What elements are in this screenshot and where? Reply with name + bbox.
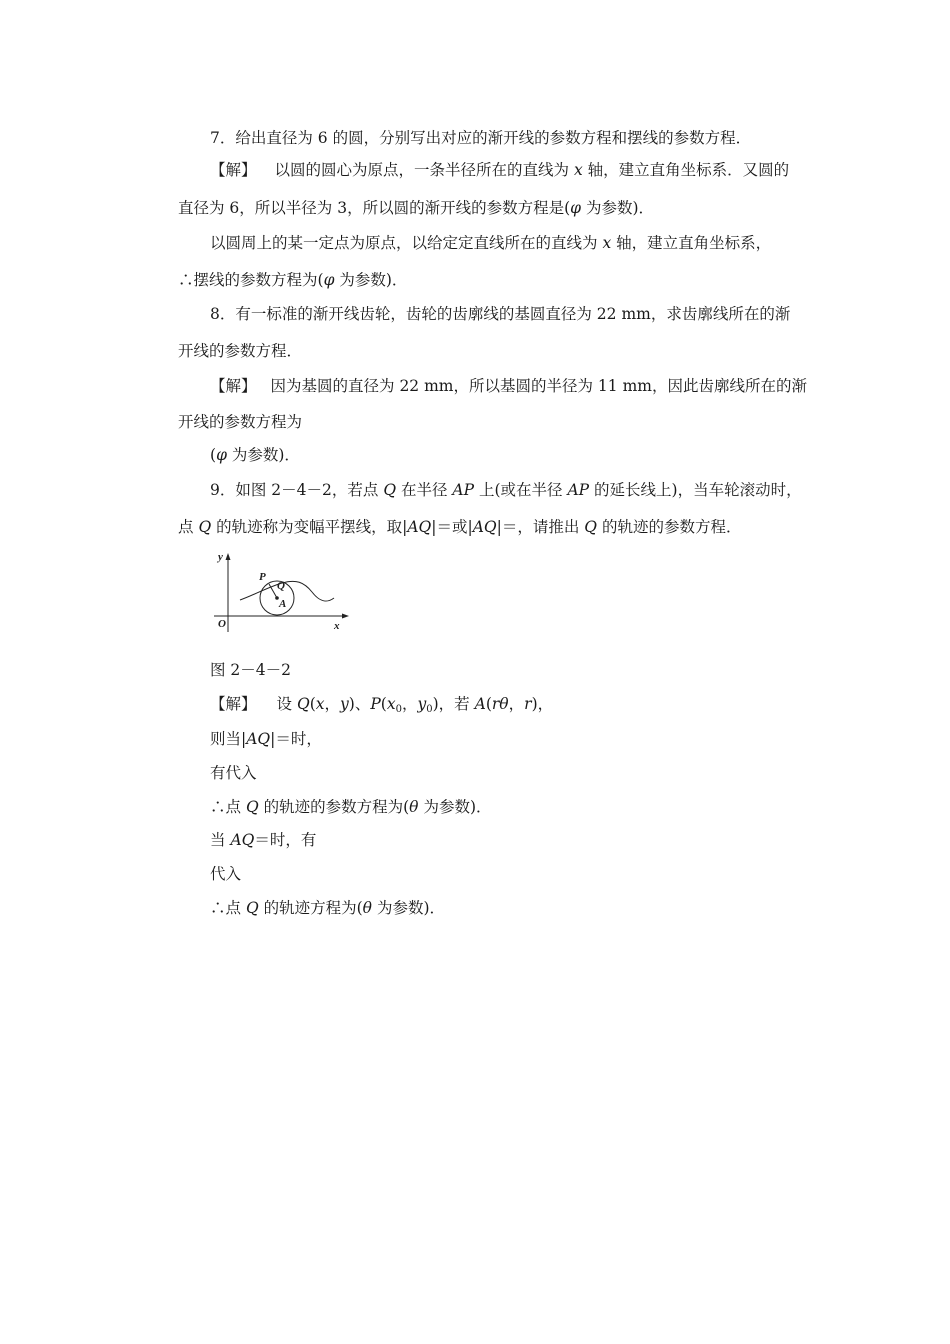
y-axis-arrow [226, 553, 231, 560]
x-axis-arrow [342, 614, 349, 619]
label-y: y [218, 551, 223, 563]
figure-2-4-2 [210, 548, 350, 634]
problem-9-solution-line-7: ∴点 Q 的轨迹方程为(θ 为参数)． [210, 899, 446, 917]
problem-9-solution-line-3: 有代入 [210, 764, 257, 782]
problem-9-solution-line-4: ∴点 Q 的轨迹的参数方程为(θ 为参数)． [210, 798, 492, 816]
problem-8-solution-line-2: 开线的参数方程为 [178, 413, 303, 431]
problem-8-solution-line-3: (φ 为参数)． [210, 446, 300, 464]
problem-7-solution-line-1: 【解】 以圆的圆心为原点，一条半径所在的直线为 x 轴，建立直角坐标系．又圆的 [210, 161, 790, 179]
problem-7-solution-line-2: 直径为 6，所以半径为 3，所以圆的渐开线的参数方程是(φ 为参数)． [178, 199, 654, 217]
solution-tag: 【解】 [210, 695, 257, 713]
problem-9-solution-line-5: 当 AQ＝时，有 [210, 831, 317, 849]
problem-7-solution-line-3: 以圆周上的某一定点为原点，以给定定直线所在的直线为 x 轴，建立直角坐标系， [210, 234, 772, 252]
problem-8-question-line-1: 8．有一标准的渐开线齿轮，齿轮的齿廓线的基圆直径为 22 mm，求齿廓线所在的渐 [210, 305, 791, 323]
problem-9-solution-line-1: 【解】 设 Q(x，y)、$P(x_0$，$y_0$)，若 A(rθ，r)， [210, 695, 554, 715]
label-P: P [259, 571, 266, 583]
label-O: O [218, 618, 226, 630]
problem-8-question-line-2: 开线的参数方程． [178, 342, 303, 360]
figure-caption: 图 2－4－2 [210, 661, 292, 679]
problem-7-solution-line-4: ∴摆线的参数方程为(φ 为参数)． [178, 271, 408, 289]
problem-9-solution-line-2: 则当|AQ|＝时， [210, 730, 322, 748]
problem-7-question: 7．给出直径为 6 的圆，分别写出对应的渐开线的参数方程和摆线的参数方程． [210, 129, 752, 147]
solution-tag: 【解】 [210, 377, 257, 395]
problem-8-solution-line-1: 【解】 因为基圆的直径为 22 mm，所以基圆的半径为 11 mm，因此齿廓线所在的渐 [210, 377, 807, 395]
problem-9-question-line-2: 点 Q 的轨迹称为变幅平摆线，取|AQ|＝或|AQ|＝，请推出 Q 的轨迹的参数方程． [178, 518, 742, 536]
solution-tag: 【解】 [210, 161, 257, 179]
problem-9-solution-line-6: 代入 [210, 865, 242, 883]
label-Q: Q [277, 580, 285, 592]
problem-9-question-line-1: 9．如图 2－4－2，若点 Q 在半径 AP 上(或在半径 AP 的延长线上)，当车轮滚动时， [210, 481, 802, 499]
label-x: x [334, 620, 340, 632]
label-A: A [279, 598, 287, 610]
